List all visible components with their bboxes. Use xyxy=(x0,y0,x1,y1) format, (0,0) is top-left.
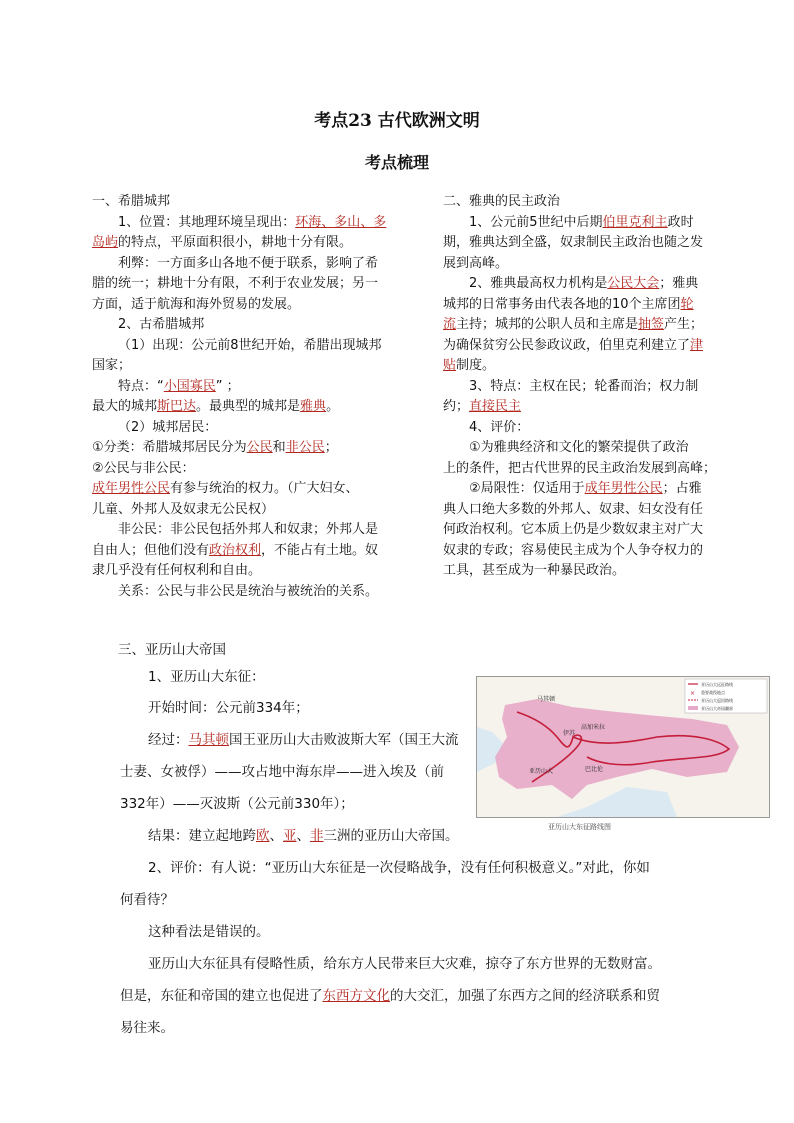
heading-greek-citystates: 一、希腊城邦 xyxy=(92,194,171,209)
legend-entry: 亚历山大远征路线 xyxy=(701,682,733,687)
para-location: 1、位置：其地理环境呈现出：环海、多山、多 xyxy=(118,214,387,230)
section-subtitle: 考点梳理 xyxy=(364,153,429,172)
legend-entry: 亚历山大返回路线 xyxy=(701,698,733,703)
map-label: 亚历山大 xyxy=(529,768,554,775)
legend-swatch xyxy=(688,706,698,710)
map-label: 高加米拉 xyxy=(581,724,606,731)
alexander-campaign-map xyxy=(476,676,770,818)
legend-entry: 亚历山大帝国疆界 xyxy=(701,706,733,711)
heading-athens-democracy: 二、雅典的民主政治 xyxy=(443,194,561,209)
map-caption: 亚历山大东征路线图 xyxy=(548,823,611,831)
page-title: 考点23 古代欧洲文明 xyxy=(314,111,480,131)
left-column: 一、希腊城邦 1、位置：其地理环境呈现出：环海、多山、多 岛屿的特点，平原面积很小，耕地十分有限。 利弊：一方面多山各地不便于联系，影响了希 腊的统一；耕地十分有限，不利于农业发展；另一 方面，适于航海和海外贸易的发展。 2、古希腊城邦 （1）出现：公元前8世纪开始，希腊出现城邦 国家； 特点：“小国寡民” ； 最大的城邦斯巴达。最典型的城邦是雅典。 （2）城邦居民： ①分类：希腊城邦居民分为公民和非公民； ②公民与非公民： 成年男性公民有参与统治的权力。（广大妇女、 儿童、外邦人及奴隶无公民权） 非公民：非公民包括外邦人和奴隶；外邦人是 自由人；但他们没有政治权利，不能占有土地。奴 隶几乎没有任何权利和自由。 关系：公民与非公民是统治与被统治的关系。 xyxy=(92,192,412,602)
map-label: 马其顿 xyxy=(537,696,556,703)
legend-swatch: × xyxy=(690,690,696,697)
heading-alexander-empire: 三、亚历山大帝国 xyxy=(118,642,226,658)
legend-entry: 重要战役地点 xyxy=(701,690,725,695)
map-label: 巴比伦 xyxy=(585,766,604,773)
right-column: 二、雅典的民主政治 1、公元前5世纪中后期伯里克利主政时 期，雅典达到全盛，奴隶制民主政治也随之发 展到高峰。 2、雅典最高权力机构是公民大会；雅典 城邦的日常事务由代表各地的10个主席团轮 流主持；城邦的公职人员和主席是抽签产生； 为确保贫穷公民参政议政，伯里克利建立了津 贴制度。 3、特点：主权在民；轮番而治；权力制 约；直接民主 4、评价： ①为雅典经济和文化的繁荣提供了政治 上的条件，把古代世界的民主政治发展到高峰； ②局限性：仅适用于成年男性公民；占雅 典人口绝大多数的外邦人、奴隶、妇女没有任 何政治权利。它本质上仍是少数奴隶主对广大 奴隶的专政；容易使民主成为个人争夺权力的 工具，甚至成为一种暴民政治。 xyxy=(443,192,733,582)
map-label: 伊苏 xyxy=(563,730,576,737)
map-graphic xyxy=(477,677,769,817)
